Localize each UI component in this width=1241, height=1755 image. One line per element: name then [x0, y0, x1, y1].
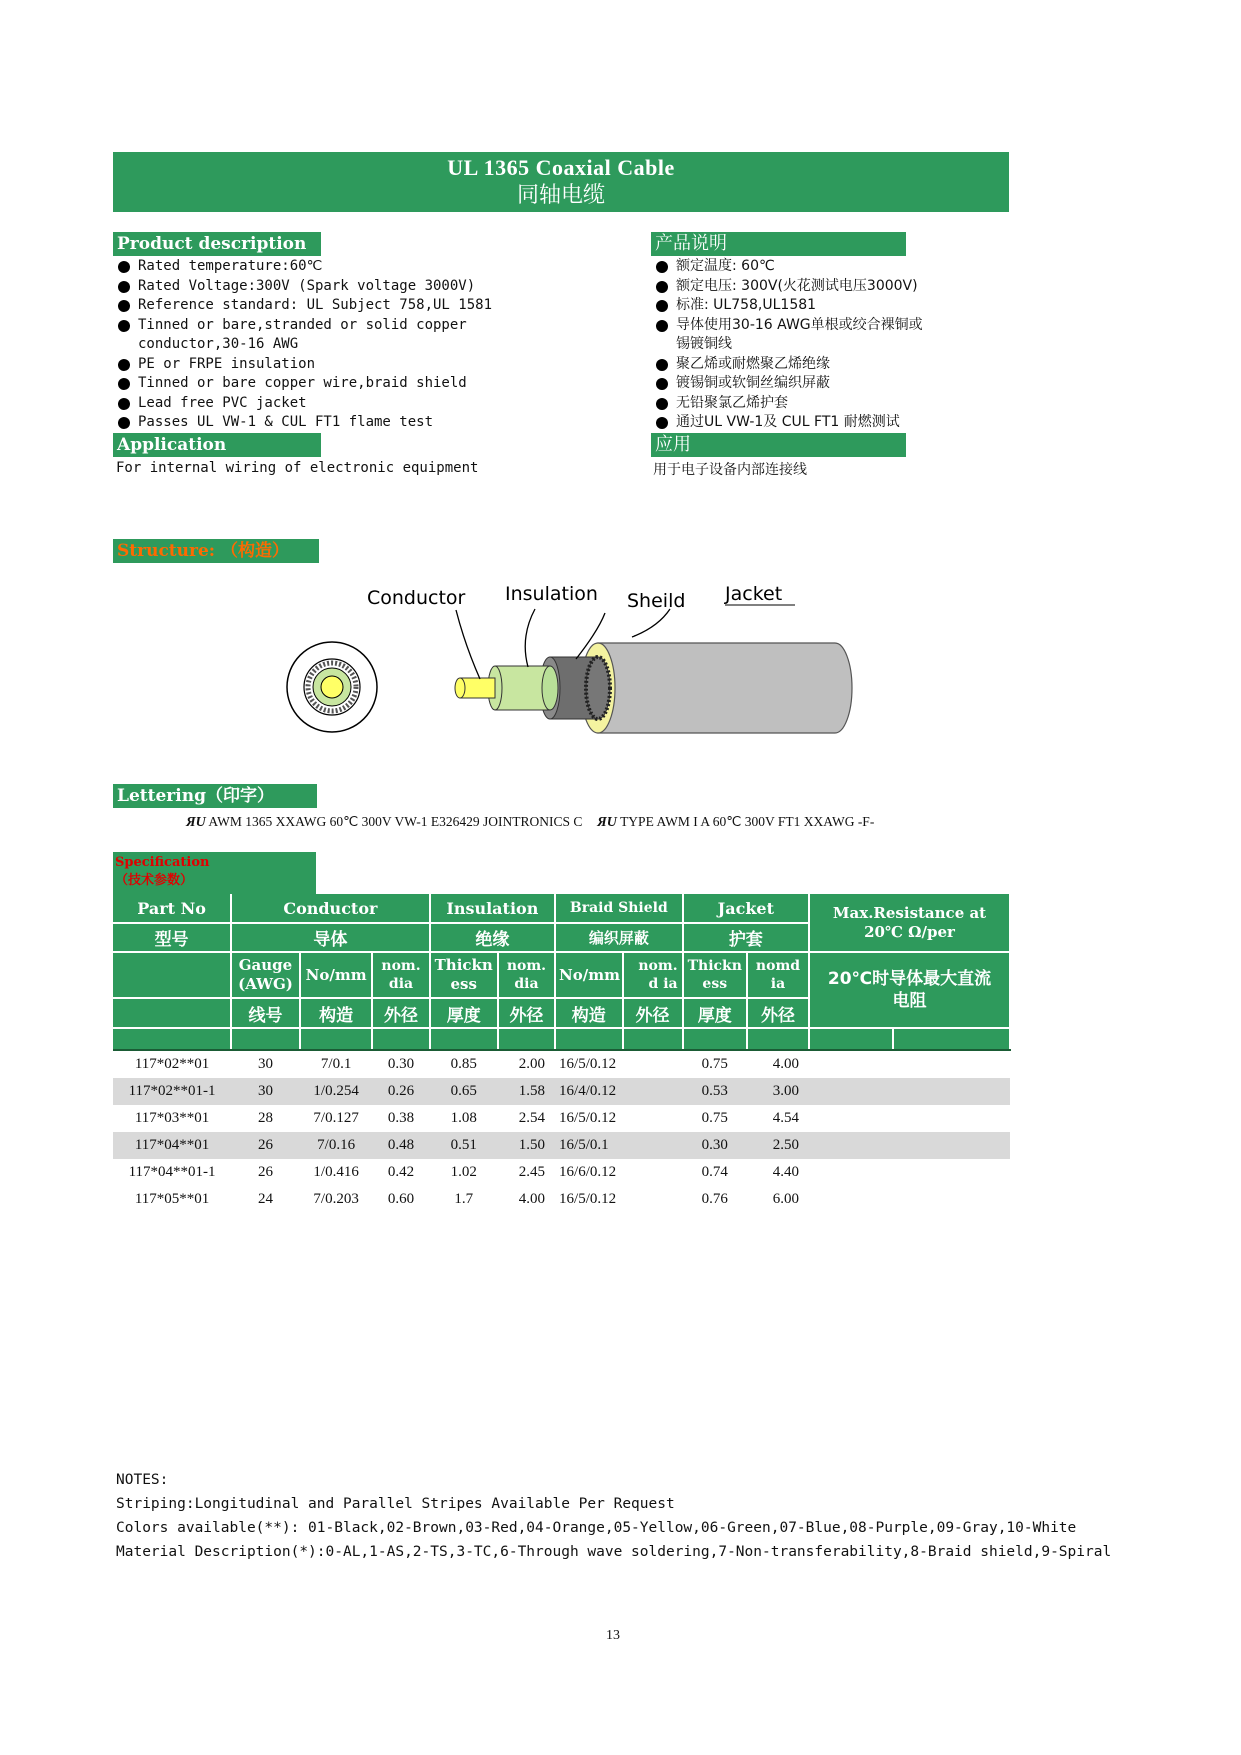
- table-cell-cond-dia: 0.26: [372, 1078, 429, 1105]
- table-cell-ins-dia: 2.45: [518, 1164, 546, 1180]
- table-cell-ins-dia: 1.58: [498, 1078, 555, 1105]
- unit-mm: [430, 1028, 498, 1050]
- label-insulation: Insulation: [505, 583, 598, 605]
- spec-table: [113, 894, 1011, 1213]
- col-gauge-cn: 线号: [231, 998, 300, 1028]
- product-description-header-cn: 产品说明: [651, 232, 906, 256]
- col-gauge: Gauge (AWG): [231, 952, 300, 998]
- lettering-text-1: AWM 1365 XXAWG 60℃ 300V VW-1 E326429 JOINTRONICS C: [208, 814, 583, 829]
- table-cell-part: 117*02**01: [134, 1056, 210, 1072]
- unit-mm: [555, 1028, 622, 1050]
- col-ins-dia-cn: 外径: [498, 998, 555, 1028]
- lettering-text-2: TYPE AWM I A 60℃ 300V FT1 XXAWG -F-: [620, 814, 875, 829]
- col-conductor: Conductor: [231, 894, 430, 923]
- table-row: [113, 1186, 1010, 1213]
- notes-striping: Striping:Longitudinal and Parallel Stripes Available Per Request: [116, 1496, 675, 1512]
- table-cell-braid-dia: [623, 1159, 683, 1186]
- title-banner: [113, 152, 1009, 212]
- unit-mm: [683, 1028, 747, 1050]
- table-cell-cond-no: 7/0.16: [300, 1132, 373, 1159]
- table-cell-braid-no: 16/5/0.12: [559, 1110, 617, 1126]
- table-cell-cond-dia: 0.38: [387, 1110, 415, 1126]
- table-cell-part: 117*04**01-1: [128, 1164, 216, 1180]
- col-part-no: Part No: [113, 894, 231, 923]
- product-description-header: Product description: [113, 232, 321, 256]
- table-cell-part: 117*05**01: [134, 1191, 210, 1207]
- application-header: Application: [113, 433, 321, 457]
- col-ins-dia: nom. dia: [498, 952, 555, 998]
- cable-structure-diagram: [280, 575, 870, 755]
- application-header-cn: 应用: [651, 433, 906, 457]
- col-ins-thick: Thickn ess: [430, 952, 498, 998]
- product-description-list-cn: [651, 257, 971, 433]
- list-item: 镀锡铜或软铜丝编织屏蔽: [651, 374, 971, 394]
- table-cell-gauge: 26: [257, 1164, 273, 1180]
- col-braid-shield: Braid Shield: [555, 894, 683, 923]
- notes-colors: Colors available(**): 01-Black,02-Brown,03-Red,04-Orange,05-Yellow,06-Green,07-Blue,08-Purple,09-Gray,10-White: [116, 1520, 1077, 1536]
- title-en: UL 1365 Coaxial Cable: [447, 155, 675, 180]
- col-jk-dia-cn: 外径: [747, 998, 809, 1028]
- table-cell-part: 117*04**01: [113, 1132, 231, 1159]
- col-ins-thick-cn: 厚度: [430, 998, 498, 1028]
- page-number: 13: [606, 1628, 620, 1643]
- table-cell-jk-thick: 0.74: [701, 1164, 728, 1180]
- col-resistance-cn: 20℃时导体最大直流电阻: [809, 952, 1010, 1028]
- unit-1000ft: [809, 1028, 892, 1050]
- table-cell-res-km: [893, 1132, 1010, 1159]
- table-cell-braid-no: 16/5/0.12: [559, 1191, 617, 1207]
- table-cell-gauge: 30: [257, 1056, 273, 1072]
- unit-mm: [372, 1028, 429, 1050]
- table-cell-braid-dia: [623, 1050, 683, 1078]
- table-cell-res-km: [893, 1186, 1010, 1213]
- table-cell-res-ft: [809, 1186, 892, 1213]
- label-conductor: Conductor: [367, 587, 466, 609]
- list-item: 标准: UL758,UL1581: [651, 296, 971, 316]
- list-item: Rated Voltage:300V (Spark voltage 3000V): [113, 277, 533, 297]
- table-cell-jk-dia: 3.00: [747, 1078, 809, 1105]
- col-jacket: Jacket: [683, 894, 809, 923]
- table-cell-braid-dia: [623, 1186, 683, 1213]
- col-cond-no-cn: 构造: [300, 998, 373, 1028]
- notes-material: Material Description(*):0-AL,1-AS,2-TS,3-TC,6-Through wave soldering,7-Non-transferability,8-Braid shield,9-Spiral: [116, 1544, 1112, 1560]
- table-cell-braid-no: 16/4/0.12: [555, 1078, 622, 1105]
- list-item: PE or FRPE insulation: [113, 355, 533, 375]
- table-row: [113, 1078, 1010, 1105]
- col-braid-dia-cn: 外径: [623, 998, 683, 1028]
- table-row: [113, 1105, 1010, 1132]
- structure-header: Structure: （构造）: [113, 539, 319, 563]
- table-cell-jk-dia: 6.00: [772, 1191, 800, 1207]
- table-cell-jk-thick: 0.30: [683, 1132, 747, 1159]
- list-item: 无铅聚氯乙烯护套: [651, 394, 971, 414]
- notes-title: NOTES:: [116, 1472, 169, 1488]
- list-item: Lead free PVC jacket: [113, 394, 533, 414]
- table-cell-res-ft: [809, 1159, 892, 1186]
- table-cell-res-ft: [809, 1050, 892, 1078]
- table-cell-braid-dia: [623, 1132, 683, 1159]
- list-item: 通过UL VW-1及 CUL FT1 耐燃测试: [651, 413, 971, 433]
- table-cell-ins-thick: 0.65: [430, 1078, 498, 1105]
- col-part-no-cn: 型号: [113, 923, 231, 952]
- unit-km: [893, 1028, 1010, 1050]
- table-row: [113, 1132, 1010, 1159]
- lettering-line: [186, 814, 874, 831]
- list-item: Tinned or bare copper wire,braid shield: [113, 374, 533, 394]
- lettering-header: Lettering（印字）: [113, 784, 317, 808]
- col-conductor-cn: 导体: [231, 923, 430, 952]
- table-cell-braid-no: 16/5/0.1: [555, 1132, 622, 1159]
- table-cell-res-km: [893, 1159, 1010, 1186]
- col-jacket-cn: 护套: [683, 923, 809, 952]
- col-empty: [113, 998, 231, 1028]
- table-cell-res-km: [893, 1105, 1010, 1132]
- table-cell-part: 117*02**01-1: [113, 1078, 231, 1105]
- col-braid-no-cn: 构造: [555, 998, 622, 1028]
- table-cell-braid-no: 16/6/0.12: [559, 1164, 617, 1180]
- col-braid-no: No/mm: [555, 952, 622, 998]
- table-cell-ins-thick: 0.85: [450, 1056, 477, 1072]
- table-cell-ins-dia: 2.00: [518, 1056, 546, 1072]
- list-item: Rated temperature:60℃: [113, 257, 533, 277]
- specification-header: Specification （技术参数）: [113, 852, 316, 894]
- table-cell-braid-no: 16/5/0.12: [559, 1056, 617, 1072]
- col-jk-thick-cn: 厚度: [683, 998, 747, 1028]
- table-cell-ins-dia: 2.54: [518, 1110, 546, 1126]
- table-cell-part: 117*03**01: [134, 1110, 210, 1126]
- application-text: For internal wiring of electronic equipment: [116, 460, 479, 476]
- table-cell-jk-dia: 4.54: [772, 1110, 800, 1126]
- table-cell-jk-dia: 2.50: [747, 1132, 809, 1159]
- table-cell-res-km: [893, 1050, 1010, 1078]
- col-jk-dia: nomd ia: [747, 952, 809, 998]
- col-braid-cn: 编织屏蔽: [555, 923, 683, 952]
- table-cell-gauge: 30: [231, 1078, 300, 1105]
- table-cell-cond-no: 7/0.127: [313, 1110, 359, 1126]
- col-jk-thick: Thickn ess: [683, 952, 747, 998]
- table-cell-jk-dia: 4.40: [772, 1164, 800, 1180]
- col-empty: [113, 1028, 231, 1050]
- ul-mark-icon: ЯU: [597, 815, 617, 830]
- list-item: Reference standard: UL Subject 758,UL 1581: [113, 296, 533, 316]
- table-cell-cond-dia: 0.42: [387, 1164, 415, 1180]
- table-cell-jk-thick: 0.75: [701, 1056, 728, 1072]
- table-cell-res-km: [893, 1078, 1010, 1105]
- col-max-resistance: Max.Resistance at 20℃ Ω/per: [809, 894, 1010, 952]
- col-cond-no: No/mm: [300, 952, 373, 998]
- table-cell-cond-no: 7/0.203: [313, 1191, 359, 1207]
- table-cell-jk-thick: 0.53: [683, 1078, 747, 1105]
- list-item: 导体使用30-16 AWG单根或绞合裸铜或锡镀铜线: [651, 316, 971, 355]
- table-cell-ins-dia: 4.00: [518, 1191, 546, 1207]
- table-row: [113, 1159, 1010, 1186]
- table-cell-ins-thick: 1.7: [454, 1191, 474, 1207]
- list-item: 聚乙烯或耐燃聚乙烯绝缘: [651, 355, 971, 375]
- table-cell-ins-dia: 1.50: [498, 1132, 555, 1159]
- cable-end-view: [287, 642, 377, 732]
- table-cell-res-ft: [809, 1132, 892, 1159]
- list-item: Passes UL VW-1 & CUL FT1 flame test: [113, 413, 533, 433]
- table-cell-cond-no: 1/0.254: [300, 1078, 373, 1105]
- list-item: 额定温度: 60℃: [651, 257, 971, 277]
- col-empty: [300, 1028, 373, 1050]
- col-insulation: Insulation: [430, 894, 555, 923]
- table-cell-res-ft: [809, 1078, 892, 1105]
- title-cn: 同轴电缆: [516, 182, 605, 207]
- table-cell-cond-dia: 0.30: [387, 1056, 415, 1072]
- ul-mark-icon: ЯU: [186, 815, 206, 830]
- unit-mm: [623, 1028, 683, 1050]
- list-item: 额定电压: 300V(火花测试电压3000V): [651, 277, 971, 297]
- label-shield: Sheild: [627, 590, 686, 612]
- table-cell-braid-dia: [623, 1078, 683, 1105]
- table-cell-jk-dia: 4.00: [772, 1056, 800, 1072]
- label-jacket: Jacket: [725, 583, 783, 605]
- table-cell-jk-thick: 0.76: [701, 1191, 728, 1207]
- table-row: [113, 1050, 1010, 1078]
- table-cell-cond-dia: 0.60: [387, 1191, 415, 1207]
- product-description-list: [113, 257, 533, 433]
- table-cell-cond-dia: 0.48: [372, 1132, 429, 1159]
- table-cell-gauge: 28: [257, 1110, 273, 1126]
- table-cell-ins-thick: 1.02: [450, 1164, 477, 1180]
- table-cell-ins-thick: 0.51: [430, 1132, 498, 1159]
- col-insulation-cn: 绝缘: [430, 923, 555, 952]
- table-cell-jk-thick: 0.75: [701, 1110, 728, 1126]
- jacket-body: [598, 643, 852, 733]
- table-cell-ins-thick: 1.08: [450, 1110, 477, 1126]
- col-empty: [113, 952, 231, 998]
- table-cell-gauge: 26: [231, 1132, 300, 1159]
- unit-mm: [747, 1028, 809, 1050]
- table-cell-res-ft: [809, 1105, 892, 1132]
- unit-mm: [498, 1028, 555, 1050]
- table-cell-cond-no: 7/0.1: [320, 1056, 352, 1072]
- application-text-cn: 用于电子设备内部连接线: [653, 462, 807, 478]
- col-cond-dia: nom. dia: [372, 952, 429, 998]
- table-cell-gauge: 24: [257, 1191, 273, 1207]
- table-cell-braid-dia: [623, 1105, 683, 1132]
- table-cell-cond-no: 1/0.416: [313, 1164, 359, 1180]
- col-empty: [231, 1028, 300, 1050]
- col-cond-dia-cn: 外径: [372, 998, 429, 1028]
- col-braid-dia: nom. d ia: [623, 952, 683, 998]
- list-item: Tinned or bare,stranded or solid copper conductor,30-16 AWG: [113, 316, 533, 355]
